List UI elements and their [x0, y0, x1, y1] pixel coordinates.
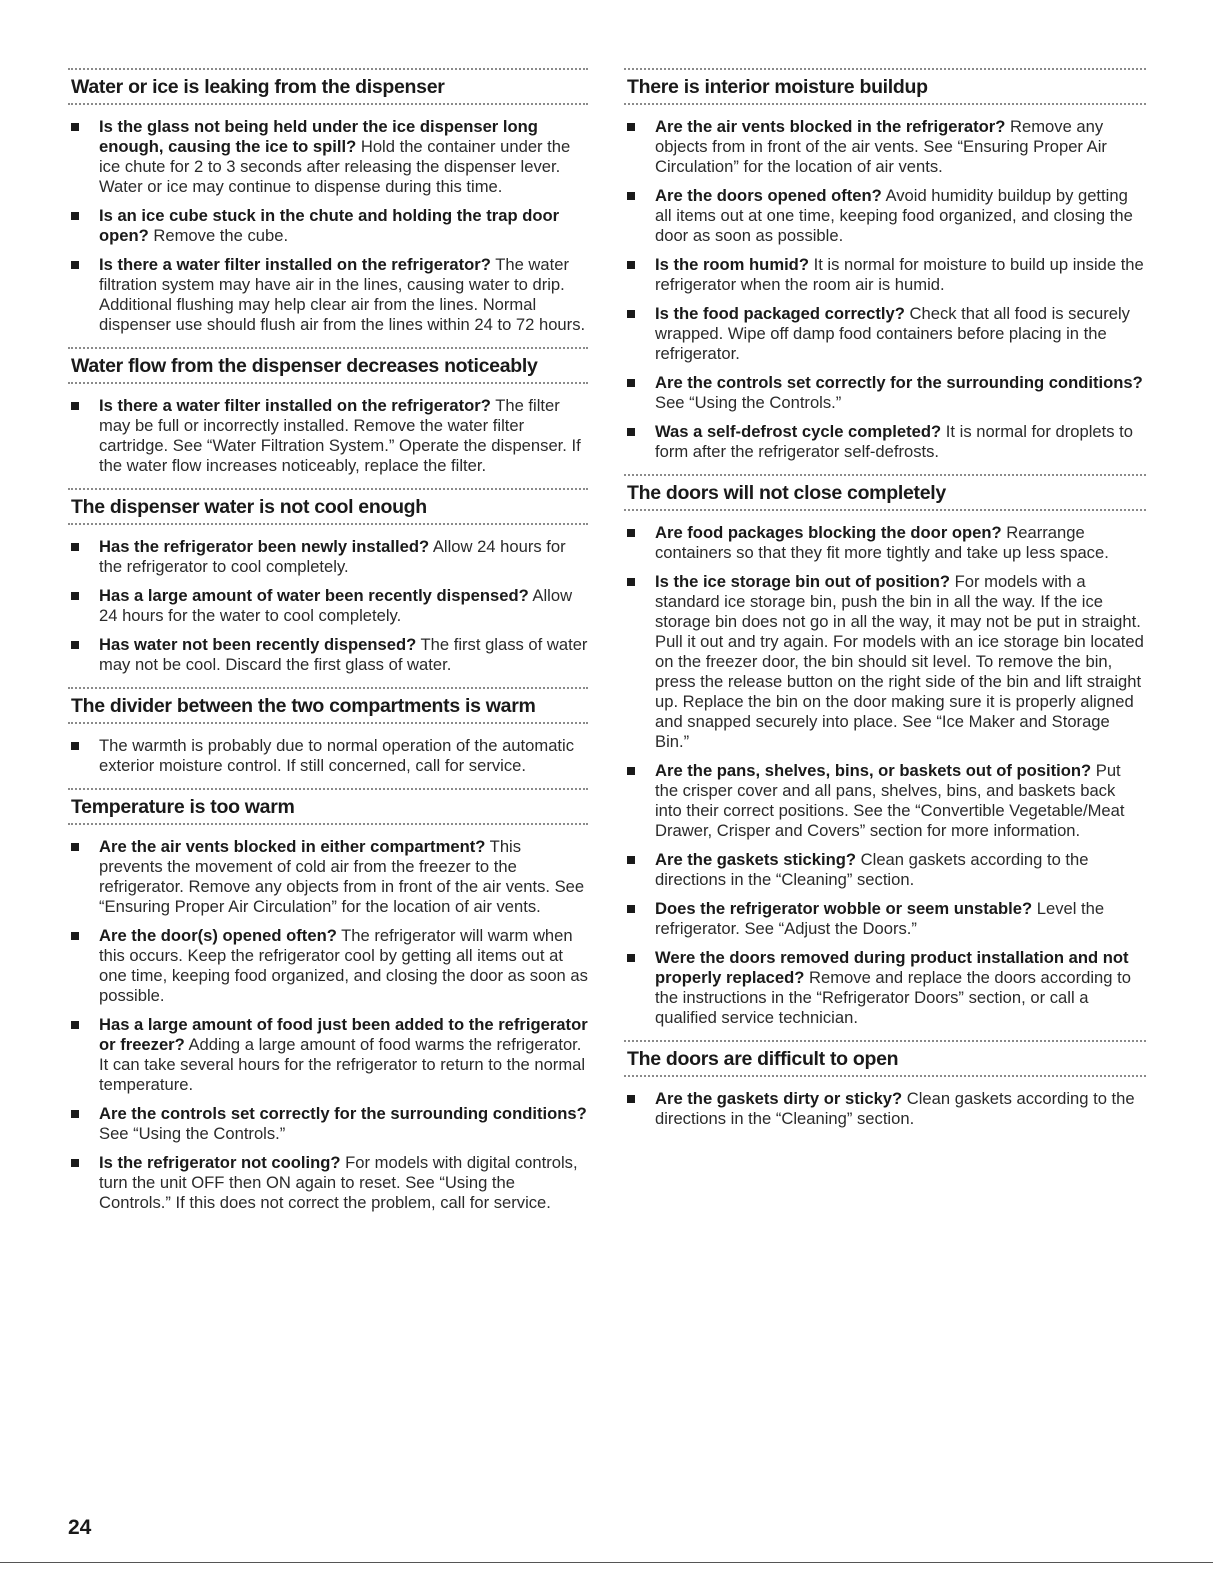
list-item — [68, 926, 588, 1006]
question-list — [624, 1089, 1146, 1129]
square-bullet-icon — [71, 641, 79, 649]
section-heading: The divider between the two compartments is warm — [71, 695, 536, 717]
square-bullet-icon — [71, 123, 79, 131]
answer-text: Rearrange containers so that they fit more tightly and take up less space. — [655, 523, 1109, 562]
square-bullet-icon — [71, 402, 79, 410]
section-heading: Water flow from the dispenser decreases noticeably — [71, 355, 538, 377]
list-item — [624, 523, 1146, 563]
question-list — [624, 117, 1146, 462]
list-item — [624, 422, 1146, 462]
list-item — [68, 117, 588, 197]
square-bullet-icon — [627, 261, 635, 269]
answer-text: Allow 24 hours for the water to cool completely. — [99, 586, 573, 625]
right-column — [624, 68, 1146, 1141]
troubleshoot-section — [624, 1040, 1146, 1129]
question-text: Does the refrigerator wobble or seem unstable? — [655, 899, 1033, 918]
square-bullet-icon — [71, 1110, 79, 1118]
list-item — [624, 186, 1146, 246]
section-rule-top — [68, 68, 588, 70]
question-text: Was a self-defrost cycle completed? — [655, 422, 942, 441]
answer-text: Adding a large amount of food warms the refrigerator. It can take several hours for the refrigerator to return to the normal temperature. — [99, 1035, 586, 1094]
page-number: 24 — [68, 1516, 92, 1539]
troubleshoot-section — [68, 347, 588, 476]
section-rule-top — [68, 687, 588, 689]
section-rule-top — [624, 1040, 1146, 1042]
square-bullet-icon — [71, 212, 79, 220]
square-bullet-icon — [627, 578, 635, 586]
list-item — [68, 1153, 588, 1213]
square-bullet-icon — [71, 1159, 79, 1167]
answer-text: It is normal for moisture to build up inside the refrigerator when the room air is humid. — [655, 255, 1144, 294]
list-item — [68, 206, 588, 246]
section-rule-bottom — [68, 382, 588, 384]
answer-text: The filter may be full or incorrectly installed. Remove the water filter cartridge. See “Water Filtration System.” Operate the dispenser. If the water flow increases noticeably, replace the filter. — [99, 396, 581, 475]
section-rule-bottom — [624, 509, 1146, 511]
answer-text: For models with a standard ice storage bin, push the bin in all the way. If the ice storage bin does not go in all the way, it may not be put in straight. Pull it out and try again. For models with an ice storage bin located on the freezer door, the bin should sit level. To remove the bin, press the release button on the right side of the bin and lift straight up. Replace the bin on the door making sure it is properly aligned and snapped securely into place. See “Ice Maker and Storage Bin.” — [655, 572, 1144, 751]
list-item — [624, 899, 1146, 939]
question-text: Is the glass not being held under the ice dispenser long enough, causing the ice to spill? — [99, 117, 538, 156]
left-column — [68, 68, 588, 1225]
section-rule-top — [68, 347, 588, 349]
answer-text: The warmth is probably due to normal operation of the automatic exterior moisture control. If still concerned, call for service. — [99, 736, 575, 775]
section-rule-bottom — [624, 1075, 1146, 1077]
question-list — [68, 396, 588, 476]
square-bullet-icon — [71, 543, 79, 551]
section-heading: The dispenser water is not cool enough — [71, 496, 427, 518]
list-item — [624, 255, 1146, 295]
square-bullet-icon — [71, 932, 79, 940]
troubleshoot-section — [68, 788, 588, 1213]
section-rule-top — [624, 474, 1146, 476]
list-item — [624, 761, 1146, 841]
section-rule-bottom — [68, 823, 588, 825]
question-text: Are food packages blocking the door open? — [655, 523, 1002, 542]
list-item — [68, 255, 588, 335]
list-item — [624, 1089, 1146, 1129]
question-text: Is the food packaged correctly? — [655, 304, 905, 323]
question-list — [68, 736, 588, 776]
question-text: Is there a water filter installed on the refrigerator? — [99, 255, 491, 274]
troubleshoot-section — [624, 68, 1146, 462]
question-list — [68, 117, 588, 335]
question-text: Were the doors removed during product installation and not properly replaced? — [655, 948, 1129, 987]
square-bullet-icon — [71, 1021, 79, 1029]
section-rule-bottom — [68, 523, 588, 525]
list-item — [624, 850, 1146, 890]
square-bullet-icon — [71, 592, 79, 600]
question-text: Has the refrigerator been newly installed? — [99, 537, 430, 556]
square-bullet-icon — [627, 310, 635, 318]
question-text: Are the doors opened often? — [655, 186, 882, 205]
square-bullet-icon — [627, 123, 635, 131]
answer-text: See “Using the Controls.” — [99, 1124, 286, 1143]
section-heading: The doors are difficult to open — [627, 1048, 899, 1070]
list-item — [68, 1015, 588, 1095]
section-rule-bottom — [68, 103, 588, 105]
question-text: Are the pans, shelves, bins, or baskets out of position? — [655, 761, 1092, 780]
section-rule-top — [68, 488, 588, 490]
answer-text: Remove and replace the doors according to the instructions in the “Refrigerator Doors” section, or call a qualified service technician. — [655, 968, 1131, 1027]
square-bullet-icon — [71, 261, 79, 269]
square-bullet-icon — [627, 529, 635, 537]
question-text: Are the controls set correctly for the surrounding conditions? — [655, 373, 1143, 392]
section-heading: Water or ice is leaking from the dispenser — [71, 76, 445, 98]
question-text: Is an ice cube stuck in the chute and holding the trap door open? — [99, 206, 560, 245]
answer-text: This prevents the movement of cold air from the freezer to the refrigerator. Remove any objects from in front of the air vents. See “Ensuring Proper Air Circulation” for the location of air vents. — [99, 837, 585, 916]
bottom-rule — [0, 1562, 1213, 1563]
question-text: Has water not been recently dispensed? — [99, 635, 417, 654]
section-rule-top — [624, 68, 1146, 70]
answer-text: For models with digital controls, turn the unit OFF then ON again to reset. See “Using the Controls.” If this does not correct the problem, call for service. — [99, 1153, 578, 1212]
square-bullet-icon — [627, 1095, 635, 1103]
section-rule-top — [68, 788, 588, 790]
list-item — [68, 736, 588, 776]
question-text: Has a large amount of water been recently dispensed? — [99, 586, 529, 605]
answer-text: The refrigerator will warm when this occurs. Keep the refrigerator cool by getting all items out at one time, keeping food organized, and closing the door as soon as possible. — [99, 926, 588, 1005]
answer-text: Remove any objects from in front of the air vents. See “Ensuring Proper Air Circulation” for the location of air vents. — [655, 117, 1107, 176]
square-bullet-icon — [627, 428, 635, 436]
troubleshoot-section — [68, 68, 588, 335]
answer-text: Hold the container under the ice chute for 2 to 3 seconds after releasing the dispenser lever. Water or ice may continue to dispense during this time. — [99, 137, 571, 196]
list-item — [68, 837, 588, 917]
section-rule-bottom — [68, 722, 588, 724]
question-list — [68, 537, 588, 675]
answer-text: See “Using the Controls.” — [655, 393, 842, 412]
answer-text: Clean gaskets according to the directions in the “Cleaning” section. — [655, 1089, 1135, 1128]
list-item — [68, 586, 588, 626]
troubleshoot-section — [68, 488, 588, 675]
list-item — [624, 948, 1146, 1028]
square-bullet-icon — [627, 767, 635, 775]
answer-text: Put the crisper cover and all pans, shelves, bins, and baskets back into their correct positions. See the “Convertible Vegetable/Meat Drawer, Crisper and Covers” section for more information. — [655, 761, 1125, 840]
section-heading: Temperature is too warm — [71, 796, 295, 818]
list-item — [624, 117, 1146, 177]
troubleshoot-section — [68, 687, 588, 776]
square-bullet-icon — [71, 843, 79, 851]
question-text: Is the refrigerator not cooling? — [99, 1153, 341, 1172]
answer-text: Level the refrigerator. See “Adjust the Doors.” — [655, 899, 1105, 938]
list-item — [68, 1104, 588, 1144]
question-text: Are the gaskets dirty or sticky? — [655, 1089, 903, 1108]
answer-text: Check that all food is securely wrapped. Wipe off damp food containers before placing in the refrigerator. — [655, 304, 1130, 363]
list-item — [624, 373, 1146, 413]
section-heading: The doors will not close completely — [627, 482, 946, 504]
section-rule-bottom — [624, 103, 1146, 105]
list-item — [68, 635, 588, 675]
square-bullet-icon — [71, 742, 79, 750]
answer-text: Allow 24 hours for the refrigerator to cool completely. — [99, 537, 566, 576]
list-item — [68, 396, 588, 476]
answer-text: The water filtration system may have air in the lines, causing water to drip. Additional flushing may help clear air from the lines. Normal dispenser use should flush air from the lines within 24 to 72 hours. — [99, 255, 586, 334]
question-text: Are the gaskets sticking? — [655, 850, 857, 869]
list-item — [68, 537, 588, 577]
answer-text: It is normal for droplets to form after the refrigerator self-defrosts. — [655, 422, 1134, 461]
question-text: Are the controls set correctly for the surrounding conditions? — [99, 1104, 587, 1123]
question-text: Are the door(s) opened often? — [99, 926, 337, 945]
square-bullet-icon — [627, 856, 635, 864]
list-item — [624, 572, 1146, 752]
square-bullet-icon — [627, 954, 635, 962]
question-list — [68, 837, 588, 1213]
question-list — [624, 523, 1146, 1028]
answer-text: The first glass of water may not be cool. Discard the first glass of water. — [99, 635, 588, 674]
square-bullet-icon — [627, 379, 635, 387]
answer-text: Clean gaskets according to the directions in the “Cleaning” section. — [655, 850, 1089, 889]
square-bullet-icon — [627, 192, 635, 200]
answer-text: Remove the cube. — [148, 226, 289, 245]
question-text: Has a large amount of food just been added to the refrigerator or freezer? — [99, 1015, 588, 1054]
question-text: Is there a water filter installed on the refrigerator? — [99, 396, 491, 415]
troubleshoot-section — [624, 474, 1146, 1028]
question-text: Are the air vents blocked in either compartment? — [99, 837, 486, 856]
square-bullet-icon — [627, 905, 635, 913]
section-heading: There is interior moisture buildup — [627, 76, 928, 98]
question-text: Are the air vents blocked in the refrigerator? — [655, 117, 1006, 136]
question-text: Is the room humid? — [655, 255, 809, 274]
question-text: Is the ice storage bin out of position? — [655, 572, 951, 591]
answer-text: Avoid humidity buildup by getting all items out at one time, keeping food organized, and closing the door as soon as possible. — [655, 186, 1133, 245]
list-item — [624, 304, 1146, 364]
